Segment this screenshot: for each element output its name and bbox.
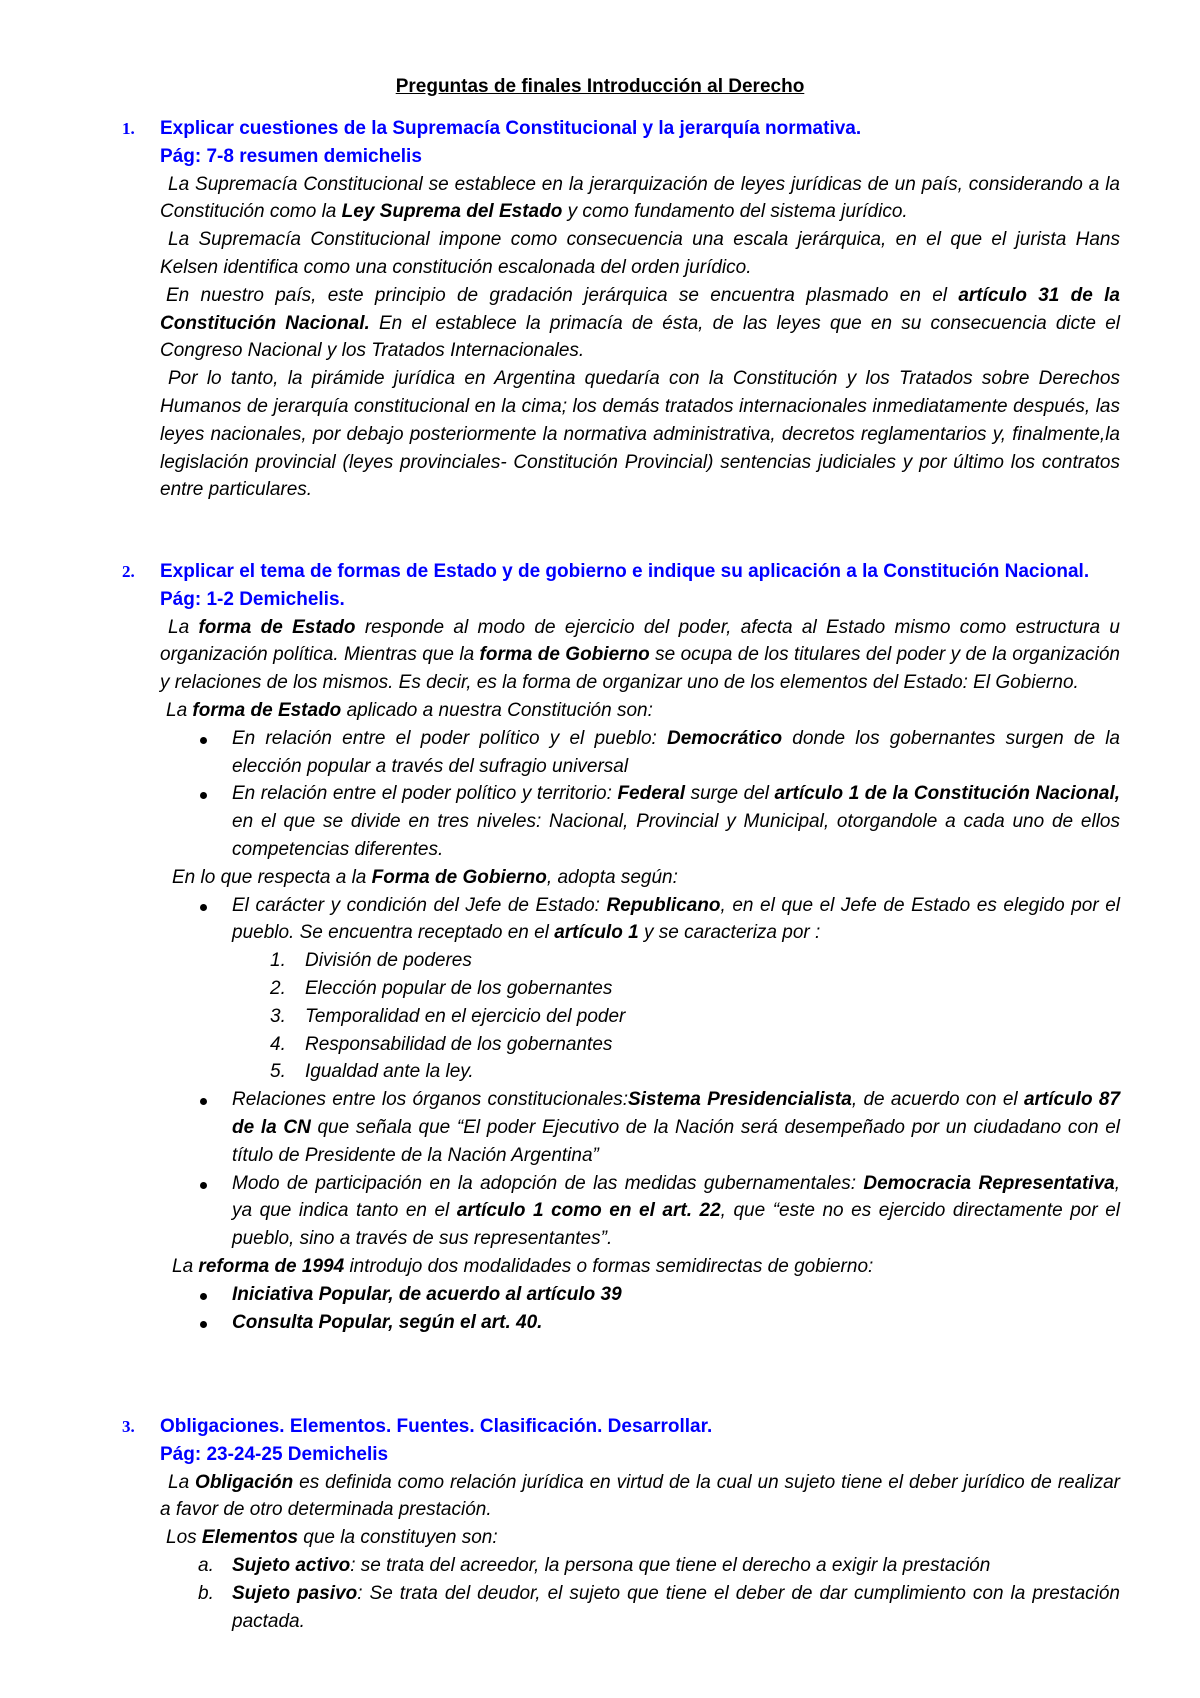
bullet-item: Relaciones entre los órganos constitucionales:Sistema Presidencialista, de acuerdo con el artículo 87 de la CN que señala que “El poder Ejecutivo de la Nación será desempeñado por un ciudadano con el título de Presidente de la Nación Argentina” <box>160 1086 1120 1169</box>
paragraph: La Obligación es definida como relación jurídica en virtud de la cual un sujeto tiene el deber jurídico de realizar a favor de otro determinada prestación. <box>160 1471 1120 1521</box>
question-1 <box>122 115 1120 504</box>
question-number: 1. <box>122 119 135 138</box>
question-number: 3. <box>122 1417 135 1436</box>
bullet-item: Modo de participación en la adopción de las medidas gubernamentales: Democracia Representativa, ya que indica tanto en el artículo 1 como en el art. 22, que “este no es ejercido directamente por el pueblo, sino a través de sus representantes”. <box>160 1170 1120 1253</box>
paragraph: La forma de Estado aplicado a nuestra Constitución son: <box>166 699 653 721</box>
bullet-icon <box>200 737 207 744</box>
paragraph: Los Elementos que la constituyen son: <box>166 1527 498 1549</box>
numbered-item: 2. Elección popular de los gobernantes <box>270 977 613 999</box>
bullet-item: En relación entre el poder político y el pueblo: Democrático donde los gobernantes surgen de la elección popular a través del sufragio universal <box>160 725 1120 781</box>
page-reference: Pág: 23-24-25 Demichelis <box>160 1443 389 1465</box>
bullet-item: Iniciativa Popular, de acuerdo al artículo 39 <box>160 1281 1120 1309</box>
question-title: Explicar el tema de formas de Estado y de gobierno e indique su aplicación a la Constitución Nacional. <box>160 561 1090 582</box>
numbered-item: 1. División de poderes <box>270 950 472 972</box>
bullet-item: El carácter y condición del Jefe de Estado: Republicano, en el que el Jefe de Estado es elegido por el pueblo. Se encuentra receptado en el artículo 1 y se caracteriza por : <box>160 892 1120 948</box>
page-reference: Pág: 7-8 resumen demichelis <box>160 145 422 167</box>
bullet-icon <box>200 1182 207 1189</box>
page-reference: Pág: 1-2 Demichelis. <box>160 588 345 610</box>
question-3 <box>122 1413 1120 1635</box>
bullet-icon <box>200 1321 207 1328</box>
paragraph: Por lo tanto, la pirámide jurídica en Argentina quedaría con la Constitución y los Tratados sobre Derechos Humanos de jerarquía constitucional en la cima; los demás tratados internacionales inmediatamente después, las leyes nacionales, por debajo posteriormente la normativa administrativa, decretos reglamentarios y, finalmente,la legislación provincial (leyes provinciales- Constitución Provincial) sentencias judiciales y por último los contratos entre particulares. <box>160 368 1120 501</box>
numbered-item: 3. Temporalidad en el ejercicio del poder <box>270 1005 626 1027</box>
bullet-icon <box>200 792 207 799</box>
bullet-icon <box>200 1098 207 1105</box>
bullet-icon <box>200 904 207 911</box>
bullet-item: Consulta Popular, según el art. 40. <box>160 1309 1120 1337</box>
bullet-item: En relación entre el poder político y territorio: Federal surge del artículo 1 de la Constitución Nacional, en el que se divide en tres niveles: Nacional, Provincial y Municipal, otorgandole a cada uno de ellos competencias diferentes. <box>160 780 1120 863</box>
paragraph: La reforma de 1994 introdujo dos modalidades o formas semidirectas de gobierno: <box>172 1255 874 1277</box>
paragraph: La forma de Estado responde al modo de ejercicio del poder, afecta al Estado mismo como estructura u organización política. Mientras que la forma de Gobierno se ocupa de los titulares del poder y de la organización y relaciones de los mismos. Es decir, es la forma de organizar uno de los elementos del Estado: El Gobierno. <box>160 616 1120 694</box>
question-title: Obligaciones. Elementos. Fuentes. Clasificación. Desarrollar. <box>160 1416 713 1437</box>
question-2 <box>122 558 1120 1336</box>
paragraph: La Supremacía Constitucional se establece en la jerarquización de leyes jurídicas de un país, considerando a la Constitución como la Ley Suprema del Estado y como fundamento del sistema jurídico. <box>160 173 1120 223</box>
lettered-item: b. Sujeto pasivo: Se trata del deudor, el sujeto que tiene el deber de dar cumplimiento con la prestación pactada. <box>198 1582 1120 1632</box>
bullet-icon <box>200 1293 207 1300</box>
numbered-item: 4. Responsabilidad de los gobernantes <box>270 1033 613 1055</box>
lettered-item: a. Sujeto activo: se trata del acreedor, la persona que tiene el derecho a exigir la prestación <box>198 1554 991 1576</box>
paragraph: En nuestro país, este principio de gradación jerárquica se encuentra plasmado en el artículo 31 de la Constitución Nacional. En el establece la primacía de ésta, de las leyes que en su consecuencia dicte el Congreso Nacional y los Tratados Internacionales. <box>160 284 1120 362</box>
numbered-item: 5. Igualdad ante la ley. <box>270 1061 474 1083</box>
paragraph: En lo que respecta a la Forma de Gobierno, adopta según: <box>172 866 678 888</box>
document-title: Preguntas de finales Introducción al Derecho <box>395 76 805 97</box>
question-number: 2. <box>122 562 135 581</box>
question-title: Explicar cuestiones de la Supremacía Constitucional y la jerarquía normativa. <box>160 118 862 139</box>
paragraph: La Supremacía Constitucional impone como consecuencia una escala jerárquica, en el que el jurista Hans Kelsen identifica como una constitución escalonada del orden jurídico. <box>160 229 1120 278</box>
